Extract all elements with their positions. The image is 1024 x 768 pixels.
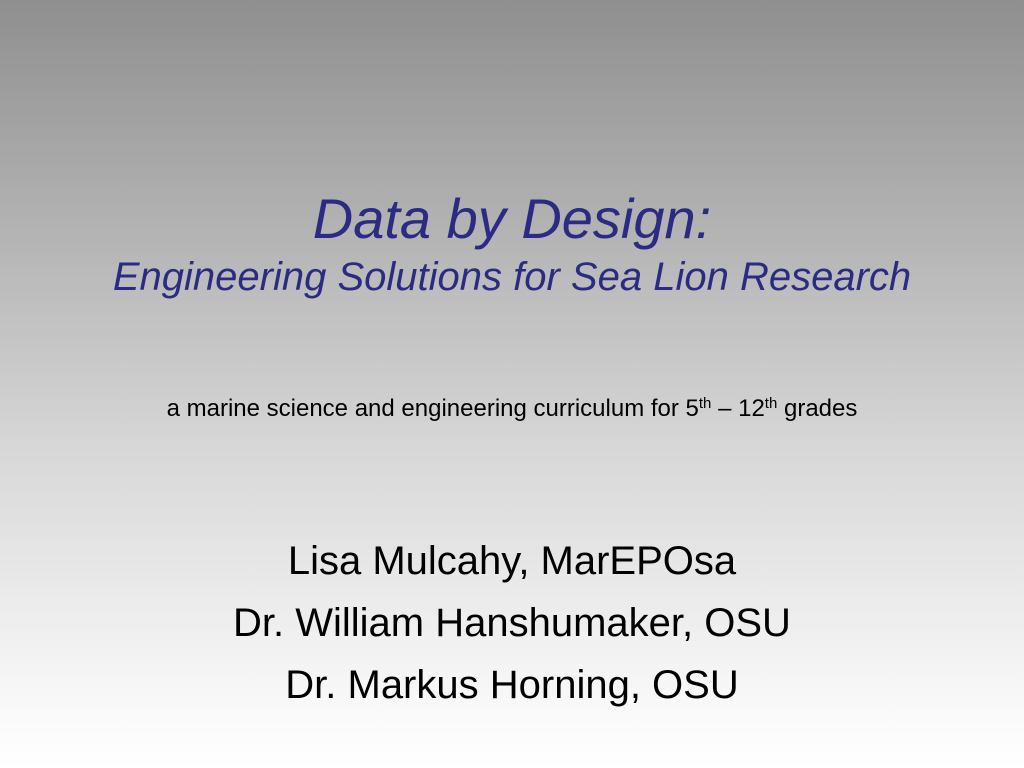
superscript-th-1: th [698, 395, 712, 412]
slide-title: Data by Design: [312, 187, 712, 250]
description-suffix: grades [777, 395, 858, 422]
slide-title-second-line: Engineering Solutions for Sea Lion Research [112, 255, 912, 299]
title-block [0, 186, 1024, 302]
superscript-th-2: th [764, 395, 778, 412]
description-middle: – 12 [711, 395, 765, 422]
author-3: Dr. Markus Horning, OSU [285, 663, 739, 707]
curriculum-description [0, 394, 1024, 424]
author-2: Dr. William Hanshumaker, OSU [233, 601, 791, 645]
author-1: Lisa Mulcahy, MarEPOsa [287, 539, 737, 583]
description-prefix: a marine science and engineering curriculum for 5 [166, 395, 699, 422]
author-list [0, 530, 1024, 716]
